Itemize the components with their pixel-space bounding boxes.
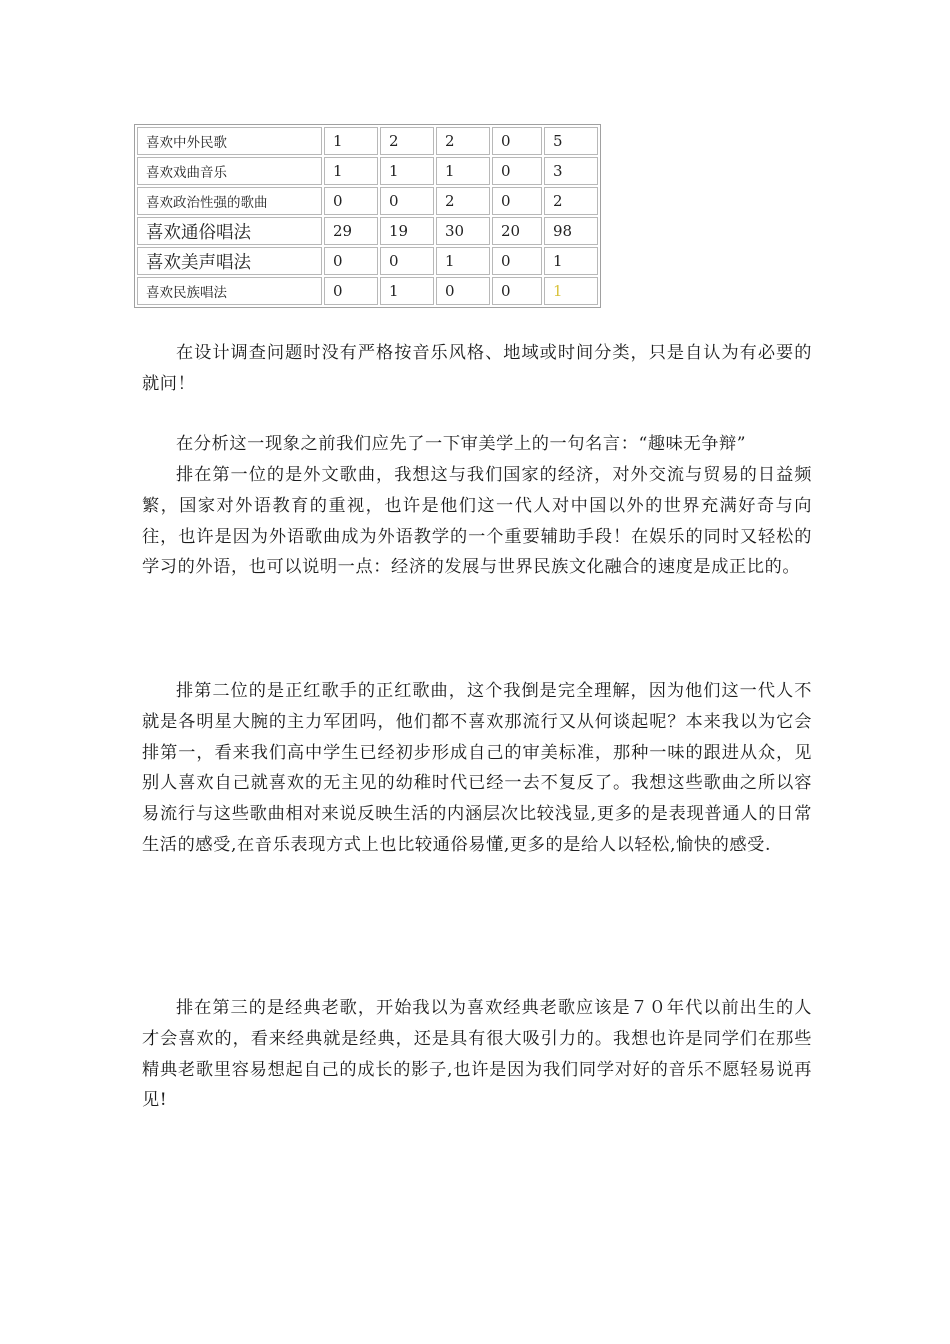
row-label: 喜欢民族唱法 [137,277,322,305]
table-cell: 1 [436,247,490,275]
paragraph-block-5 [142,993,812,1116]
table-row [137,247,598,275]
table-row [137,217,598,245]
table-cell: 1 [324,157,378,185]
table-cell: 0 [492,157,542,185]
table-cell: 29 [324,217,378,245]
table-cell: 0 [380,247,434,275]
paragraph-block-4 [142,676,812,861]
table-cell: 2 [380,127,434,155]
table-cell: 30 [436,217,490,245]
paragraph-5: 排在第三的是经典老歌，开始我以为喜欢经典老歌应该是７０年代以前出生的人才会喜欢的，看来经典就是经典，还是具有很大吸引力的。我想也许是同学们在那些精典老歌里容易想起自己的成长的影子,也许是因为我们同学对好的音乐不愿轻易说再见! [142,998,812,1111]
table-cell: 0 [324,247,378,275]
table-cell: 0 [324,187,378,215]
paragraph-1: 在设计调查问题时没有严格按音乐风格、地域或时间分类，只是自认为有必要的就问！ [142,343,812,394]
table-cell: 2 [436,187,490,215]
paragraph-block-3 [142,460,812,583]
table-row [137,157,598,185]
table-cell: 3 [544,157,598,185]
survey-table [134,124,601,308]
row-label: 喜欢中外民歌 [137,127,322,155]
paragraph-4: 排第二位的是正红歌手的正红歌曲，这个我倒是完全理解，因为他们这一代人不就是各明星大腕的主力军团吗，他们都不喜欢那流行又从何谈起呢？本来我以为它会排第一，看来我们高中学生已经初步形成自己的审美标准，那种一味的跟进从众，见别人喜欢自己就喜欢的无主见的幼稚时代已经一去不复反了。我想这些歌曲之所以容易流行与这些歌曲相对来说反映生活的内涵层次比较浅显,更多的是表现普通人的日常生活的感受,在音乐表现方式上也比较通俗易懂,更多的是给人以轻松,愉快的感受. [142,681,812,855]
table-cell: 1 [544,247,598,275]
table-cell: 0 [492,277,542,305]
table-cell: 19 [380,217,434,245]
table-cell: 1 [380,157,434,185]
table-cell: 0 [492,187,542,215]
table-cell: 1 [324,127,378,155]
table-cell: 2 [544,187,598,215]
table-cell: 0 [324,277,378,305]
table-cell: 1 [436,157,490,185]
table-cell: 1 [544,277,598,305]
table-cell: 0 [492,247,542,275]
paragraph-3: 排在第一位的是外文歌曲，我想这与我们国家的经济，对外交流与贸易的日益频繁，国家对外语教育的重视，也许是他们这一代人对中国以外的世界充满好奇与向往，也许是因为外语歌曲成为外语教学的一个重要辅助手段！在娱乐的同时又轻松的学习的外语，也可以说明一点：经济的发展与世界民族文化融合的速度是成正比的。 [142,465,812,578]
table-cell: 0 [436,277,490,305]
table-cell: 0 [492,127,542,155]
table-row [137,127,598,155]
table-cell: 2 [436,127,490,155]
row-label: 喜欢通俗唱法 [137,217,322,245]
paragraph-block-2 [142,429,812,460]
table-cell: 20 [492,217,542,245]
table-cell: 1 [380,277,434,305]
row-label: 喜欢美声唱法 [137,247,322,275]
paragraph-2: 在分析这一现象之前我们应先了一下审美学上的一句名言：“趣味无争辩” [176,434,747,454]
table-cell: 98 [544,217,598,245]
paragraph-block-1 [142,338,812,400]
table-cell: 0 [380,187,434,215]
row-label: 喜欢政治性强的歌曲 [137,187,322,215]
table-cell: 5 [544,127,598,155]
table-row [137,277,598,305]
table-row [137,187,598,215]
row-label: 喜欢戏曲音乐 [137,157,322,185]
